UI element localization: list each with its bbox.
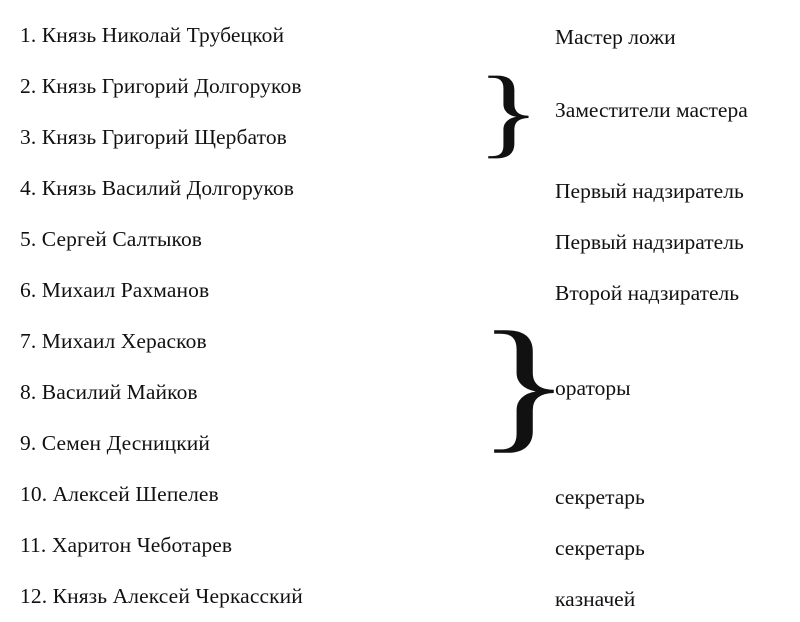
curly-brace-icon-group-1: } xyxy=(476,56,541,167)
office-label-rows-7-9: ораторы xyxy=(555,376,631,400)
list-item xyxy=(18,571,782,622)
roster-entry-4: 4. Князь Василий Долгоруков xyxy=(20,176,295,200)
roster-entry-2: 2. Князь Григорий Долгоруков xyxy=(20,74,302,98)
list-item xyxy=(18,469,782,520)
roster-entry-6: 6. Михаил Рахманов xyxy=(20,278,210,302)
roster-entry-7: 7. Михаил Херасков xyxy=(20,329,207,353)
office-label-row-5: Первый надзиратель xyxy=(555,230,744,254)
office-label-row-6: Второй надзиратель xyxy=(555,281,740,305)
roster-entry-10: 10. Алексей Шепелев xyxy=(20,482,219,506)
list-item xyxy=(18,316,782,367)
roster-entry-12: 12. Князь Алексей Черкасский xyxy=(20,584,303,608)
list-item xyxy=(18,418,782,469)
office-label-row-1: Мастер ложи xyxy=(555,25,676,49)
office-label-row-11: секретарь xyxy=(555,536,645,560)
list-item xyxy=(18,367,782,418)
list-item xyxy=(18,520,782,571)
roster-entry-3: 3. Князь Григорий Щербатов xyxy=(20,125,287,149)
roster-list xyxy=(18,10,782,622)
roster-entry-9: 9. Семен Десницкий xyxy=(20,431,210,455)
roster-entry-1: 1. Князь Николай Трубецкой xyxy=(20,23,285,47)
office-label-row-4: Первый надзиратель xyxy=(555,179,744,203)
office-label-rows-2-3: Заместители мастера xyxy=(555,98,748,122)
roster-entry-5: 5. Сергей Салтыков xyxy=(20,227,203,251)
office-label-row-12: казначей xyxy=(555,587,636,611)
office-label-row-10: секретарь xyxy=(555,485,645,509)
roster-entry-8: 8. Василий Майков xyxy=(20,380,198,404)
curly-brace-icon-group-2: } xyxy=(476,302,572,466)
roster-entry-11: 11. Харитон Чеботарев xyxy=(20,533,233,557)
